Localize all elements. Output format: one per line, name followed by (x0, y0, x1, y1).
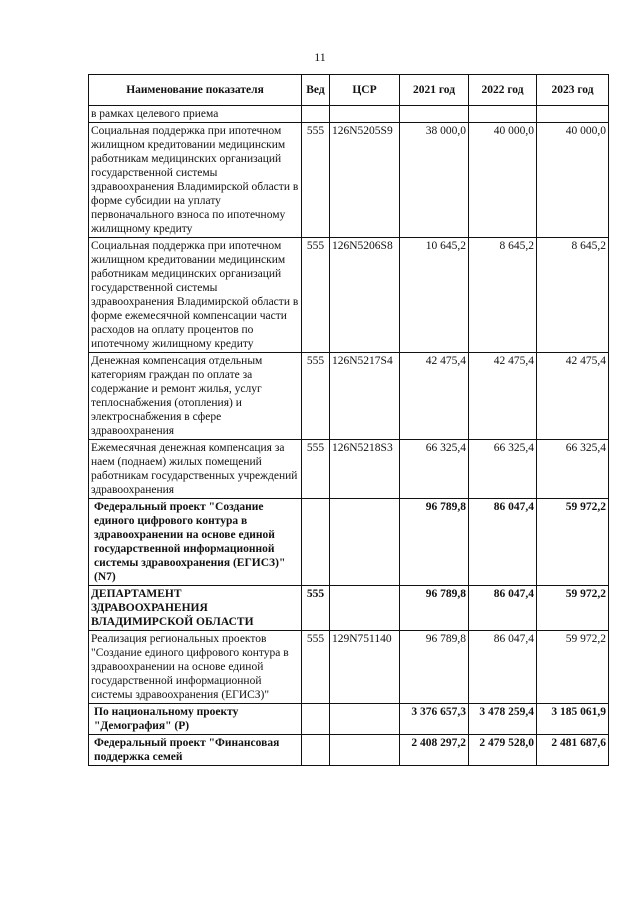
cell-2021-text: 66 325,4 (425, 442, 466, 454)
cell-2023 (537, 440, 609, 499)
cell-csr (330, 704, 400, 735)
cell-2021 (400, 238, 469, 353)
cell-2021-text: 10 645,2 (425, 240, 466, 252)
cell-2022 (469, 353, 537, 440)
table-row (89, 353, 609, 440)
cell-name-text: Федеральный проект "Создание единого цифрового контура в здравоохранении на основе единой государственной информационной системы здравоохранения (ЕГИСЗ)" (N7) (94, 501, 286, 583)
cell-2023 (537, 586, 609, 631)
cell-2023-text: 2 481 687,6 (551, 737, 606, 749)
cell-name-text: Федеральный проект "Финансовая поддержка семей (94, 737, 280, 763)
cell-2023 (537, 238, 609, 353)
table-row (89, 106, 609, 123)
cell-2023 (537, 631, 609, 704)
cell-csr (330, 106, 400, 123)
cell-2021 (400, 704, 469, 735)
cell-2021-text: 42 475,4 (425, 355, 466, 367)
cell-ved (302, 499, 330, 586)
cell-name-text: Ежемесячная денежная компенсация за наем (поднаем) жилых помещений работникам государственных учреждений здравоохранения (91, 442, 298, 496)
cell-2022 (469, 631, 537, 704)
cell-csr (330, 631, 400, 704)
cell-2022-text: 2 479 528,0 (479, 737, 534, 749)
cell-2023-text: 59 972,2 (565, 588, 606, 600)
page-number: 11 (314, 50, 326, 64)
cell-name-text: Социальная поддержка при ипотечном жилищном кредитовании медицинским работникам медицинских организаций государственной системы здравоохранения Владимирской области в форме субсидии на уплату первоначального взноса по ипотечному жилищному кредиту (91, 125, 299, 235)
cell-2022 (469, 238, 537, 353)
table-row (89, 586, 609, 631)
cell-ved (302, 353, 330, 440)
table-row (89, 735, 609, 766)
table-row (89, 704, 609, 735)
cell-2022 (469, 586, 537, 631)
cell-ved (302, 631, 330, 704)
cell-ved (302, 238, 330, 353)
cell-csr-text: 126N5205S9 (332, 125, 393, 137)
cell-2023 (537, 353, 609, 440)
cell-name (89, 440, 302, 499)
cell-2023-text: 59 972,2 (565, 633, 606, 645)
cell-2021 (400, 735, 469, 766)
cell-2022-text: 8 645,2 (499, 240, 534, 252)
table-row (89, 499, 609, 586)
cell-2023-text: 3 185 061,9 (551, 706, 606, 718)
table-row (89, 631, 609, 704)
cell-ved-text: 555 (306, 633, 325, 645)
cell-2022-text: 3 478 259,4 (479, 706, 534, 718)
cell-2021 (400, 499, 469, 586)
cell-2021 (400, 353, 469, 440)
header-csr: ЦСР (330, 75, 400, 106)
cell-name-text: в рамках целевого приема (91, 108, 219, 120)
cell-2021-text: 96 789,8 (425, 588, 466, 600)
cell-name (89, 735, 302, 766)
cell-csr-text: 129N751140 (332, 633, 392, 645)
cell-csr (330, 440, 400, 499)
header-2021: 2021 год (400, 75, 469, 106)
cell-2023-text: 66 325,4 (565, 442, 606, 454)
cell-csr (330, 123, 400, 238)
cell-2023 (537, 499, 609, 586)
cell-csr-text: 126N5217S4 (332, 355, 393, 367)
cell-2023 (537, 704, 609, 735)
cell-name (89, 106, 302, 123)
cell-csr-text: 126N5218S3 (332, 442, 393, 454)
cell-ved (302, 586, 330, 631)
cell-2022-text: 86 047,4 (493, 501, 534, 513)
cell-2023-text: 40 000,0 (565, 125, 606, 137)
table-row (89, 123, 609, 238)
header-2023: 2023 год (537, 75, 609, 106)
cell-2023-text: 59 972,2 (565, 501, 606, 513)
cell-2021-text: 38 000,0 (425, 125, 466, 137)
cell-csr (330, 238, 400, 353)
header-2022: 2022 год (469, 75, 537, 106)
cell-ved-text: 555 (306, 125, 325, 137)
cell-2021 (400, 123, 469, 238)
cell-2023 (537, 735, 609, 766)
cell-2021-text: 96 789,8 (425, 633, 466, 645)
cell-2022-text: 86 047,4 (493, 633, 534, 645)
cell-2021-text: 96 789,8 (425, 501, 466, 513)
header-name: Наименование показателя (89, 75, 302, 106)
cell-ved (302, 440, 330, 499)
cell-csr (330, 735, 400, 766)
cell-name (89, 704, 302, 735)
cell-2021 (400, 631, 469, 704)
cell-2023-text: 42 475,4 (565, 355, 606, 367)
cell-csr (330, 586, 400, 631)
cell-ved (302, 704, 330, 735)
cell-2023 (537, 106, 609, 123)
cell-2022 (469, 499, 537, 586)
cell-2022 (469, 123, 537, 238)
cell-csr (330, 353, 400, 440)
table-row (89, 238, 609, 353)
cell-name-text: ДЕПАРТАМЕНТ ЗДРАВООХРАНЕНИЯ ВЛАДИМИРСКОЙ ОБЛАСТИ (91, 588, 254, 628)
cell-2023 (537, 123, 609, 238)
cell-2021 (400, 440, 469, 499)
cell-ved-text: 555 (306, 442, 325, 454)
cell-2022-text: 66 325,4 (493, 442, 534, 454)
cell-ved (302, 123, 330, 238)
cell-ved-text: 555 (306, 355, 325, 367)
cell-2021-text: 3 376 657,3 (411, 706, 466, 718)
cell-name (89, 586, 302, 631)
cell-csr (330, 499, 400, 586)
cell-2022 (469, 735, 537, 766)
header-ved: Вед (302, 75, 330, 106)
cell-name (89, 238, 302, 353)
cell-csr-text: 126N5206S8 (332, 240, 393, 252)
cell-name (89, 631, 302, 704)
cell-2021-text: 2 408 297,2 (411, 737, 466, 749)
cell-2022 (469, 440, 537, 499)
cell-2021 (400, 106, 469, 123)
cell-2022 (469, 704, 537, 735)
cell-2022-text: 40 000,0 (493, 125, 534, 137)
table-row (89, 440, 609, 499)
cell-ved (302, 106, 330, 123)
table-header-row (89, 75, 609, 106)
cell-ved (302, 735, 330, 766)
cell-name-text: По национальному проекту "Демография" (P) (94, 706, 239, 732)
cell-2023-text: 8 645,2 (571, 240, 606, 252)
cell-name (89, 499, 302, 586)
cell-2022-text: 86 047,4 (493, 588, 534, 600)
cell-name-text: Социальная поддержка при ипотечном жилищном кредитовании медицинским работникам медицинских организаций государственной системы здравоохранения Владимирской области в форме ежемесячной компенсации части расходов на оплату процентов по ипотечному жилищному кредиту (91, 240, 299, 350)
cell-ved-text: 555 (306, 240, 325, 252)
cell-2022-text: 42 475,4 (493, 355, 534, 367)
cell-2021 (400, 586, 469, 631)
cell-2022 (469, 106, 537, 123)
cell-name (89, 123, 302, 238)
cell-name-text: Реализация региональных проектов "Создание единого цифрового контура в здравоохранении на основе единой государственной информационной системы здравоохранения (ЕГИСЗ)" (91, 633, 289, 701)
cell-name-text: Денежная компенсация отдельным категориям граждан по оплате за содержание и ремонт жилья, услуг теплоснабжения (отопления) и электроснабжения в сфере здравоохранения (91, 355, 263, 437)
budget-table (88, 74, 609, 766)
cell-name (89, 353, 302, 440)
cell-ved-text: 555 (306, 588, 325, 600)
